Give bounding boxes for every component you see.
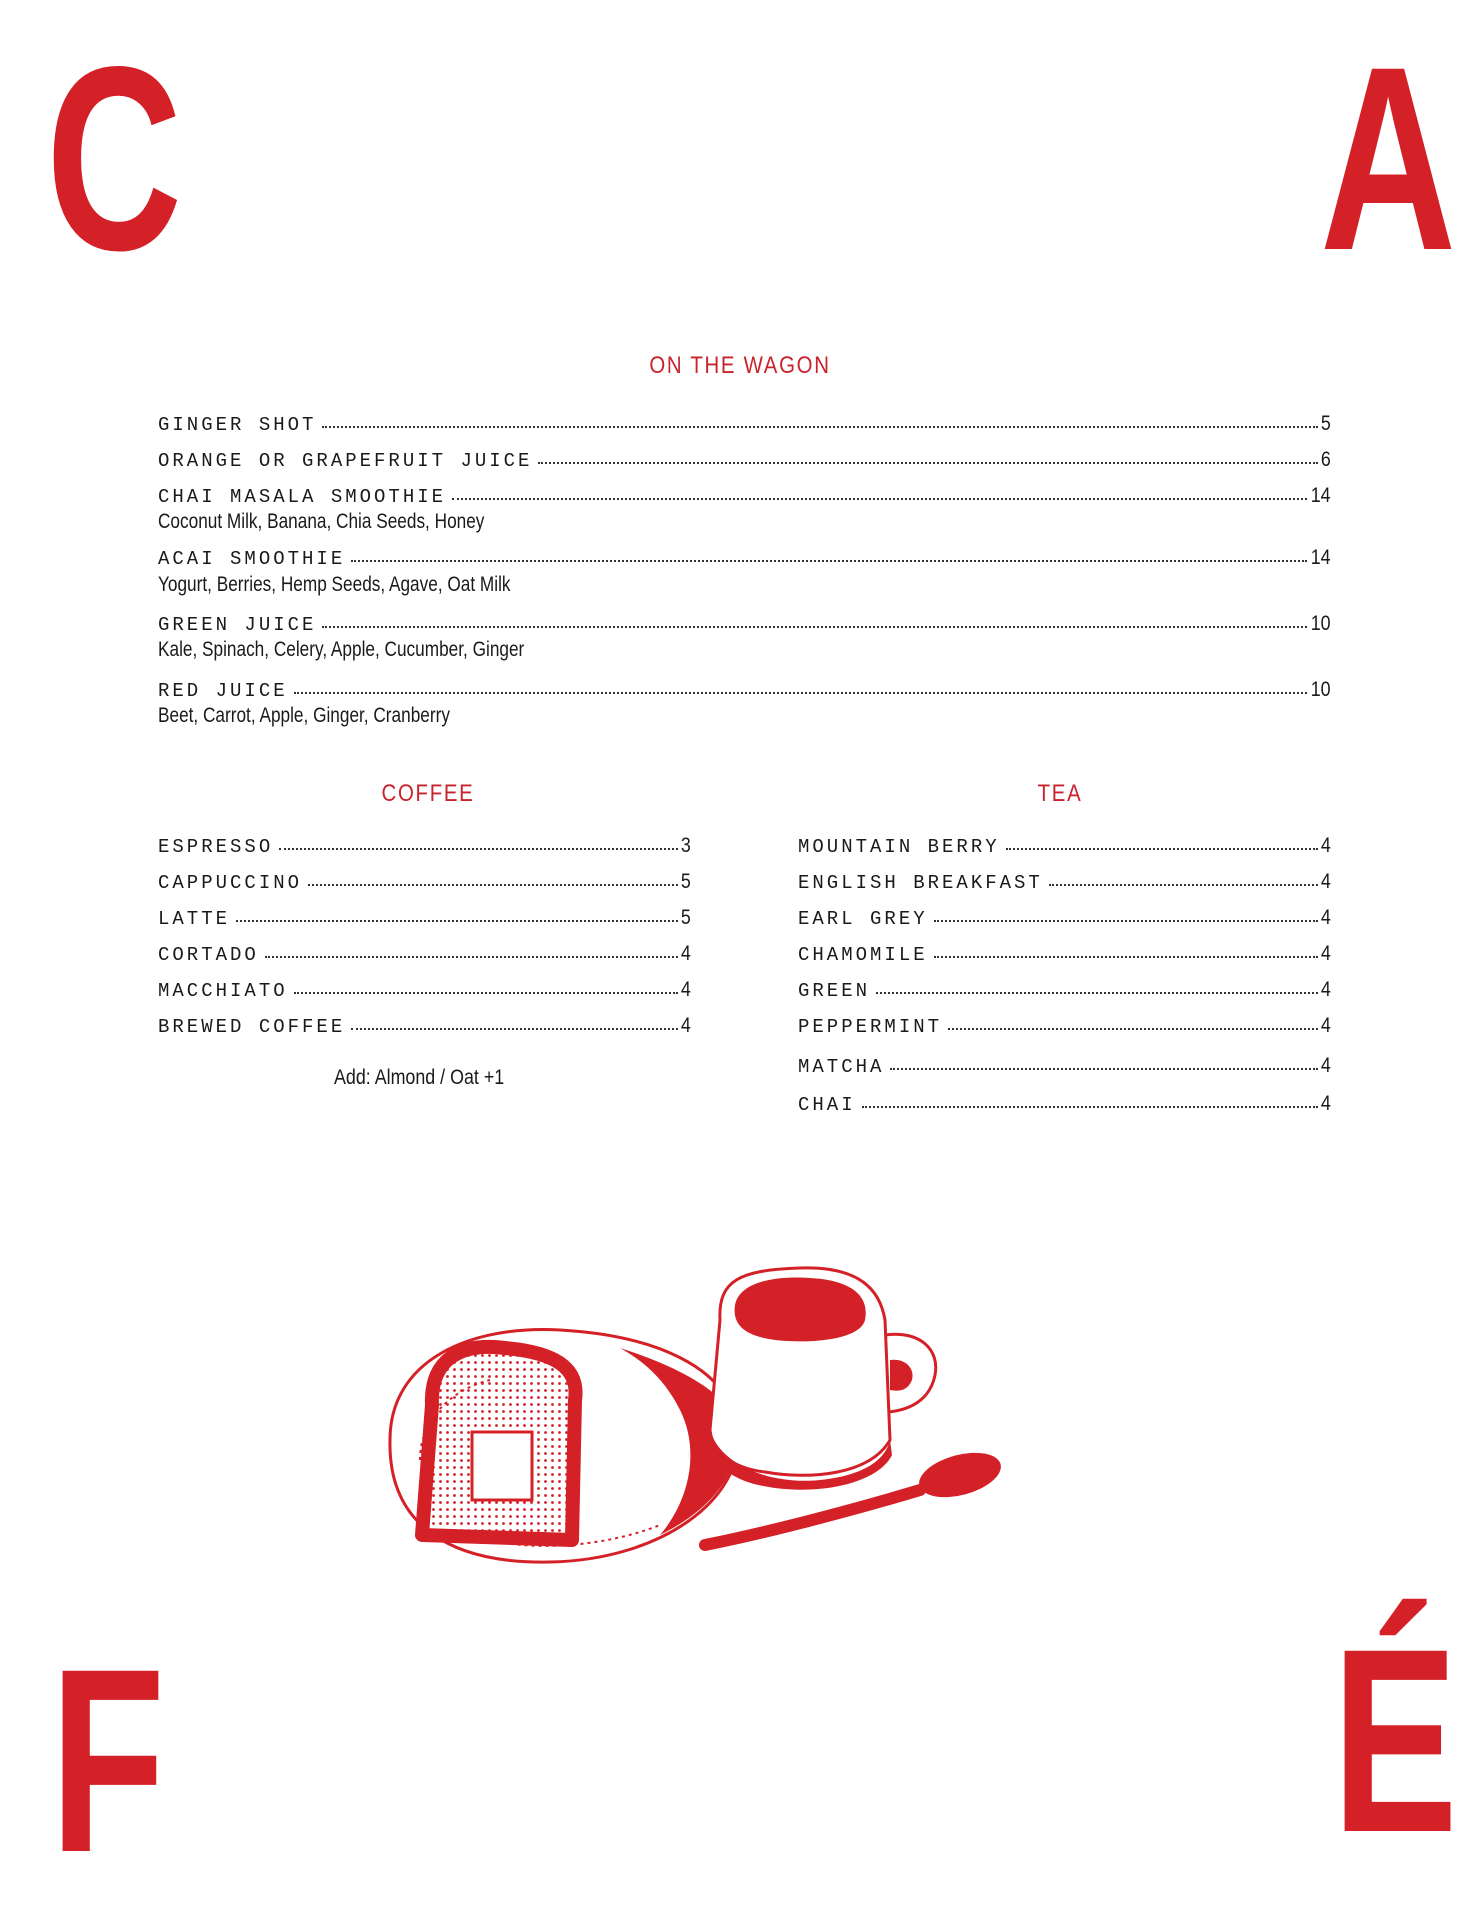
menu-item-mountain-berry — [798, 834, 1332, 860]
leader-dots — [934, 956, 1319, 958]
corner-letter-e-acute: É — [1332, 1594, 1458, 1887]
leader-dots — [265, 956, 678, 958]
item-price: 4 — [1321, 978, 1332, 1001]
leader-dots — [351, 1028, 678, 1030]
menu-item-cappuccino — [158, 870, 692, 896]
item-price: 4 — [1321, 834, 1332, 857]
item-name: CHAI MASALA SMOOTHIE — [158, 486, 447, 508]
leader-dots — [934, 920, 1319, 922]
item-price: 3 — [681, 834, 692, 857]
section-title-wagon: ON THE WAGON — [649, 352, 831, 379]
item-name: ENGLISH BREAKFAST — [798, 872, 1043, 894]
item-name: ACAI SMOOTHIE — [158, 548, 346, 570]
item-name: MACCHIATO — [158, 980, 288, 1002]
item-name: RED JUICE — [158, 680, 288, 702]
item-name: BREWED COFFEE — [158, 1016, 346, 1038]
item-name: MOUNTAIN BERRY — [798, 836, 1000, 858]
item-price: 4 — [681, 1014, 692, 1037]
item-name: CHAI — [798, 1094, 856, 1116]
item-price: 14 — [1310, 546, 1331, 569]
menu-item-earl-grey — [798, 906, 1332, 932]
menu-item-peppermint — [798, 1014, 1332, 1040]
milk-addon-note: Add: Almond / Oat +1 — [334, 1066, 505, 1089]
item-name: GREEN JUICE — [158, 614, 317, 636]
item-name: ORANGE OR GRAPEFRUIT JUICE — [158, 450, 533, 472]
menu-item-chai — [798, 1092, 1332, 1118]
corner-letter-a: A — [1320, 12, 1457, 305]
item-description: Beet, Carrot, Apple, Ginger, Cranberry — [158, 704, 450, 727]
item-price: 5 — [1321, 412, 1332, 435]
coffee-mug-icon — [710, 1268, 936, 1490]
item-name: CORTADO — [158, 944, 259, 966]
menu-item-ginger-shot — [158, 412, 1332, 438]
menu-item-acai-smoothie — [158, 546, 1332, 572]
item-price: 10 — [1310, 678, 1331, 701]
toast-and-coffee-illustration — [360, 1240, 1180, 1660]
item-price: 4 — [1321, 942, 1332, 965]
menu-item-orange-juice — [158, 448, 1332, 474]
menu-item-chai-masala-smoothie — [158, 484, 1332, 510]
item-name: GINGER SHOT — [158, 414, 317, 436]
item-name: MATCHA — [798, 1056, 885, 1078]
item-price: 6 — [1321, 448, 1332, 471]
menu-item-green-juice — [158, 612, 1332, 638]
menu-item-espresso — [158, 834, 692, 860]
menu-item-latte — [158, 906, 692, 932]
leader-dots — [948, 1028, 1318, 1030]
item-name: CAPPUCCINO — [158, 872, 303, 894]
item-name: GREEN — [798, 980, 871, 1002]
corner-letter-f: F — [50, 1614, 166, 1907]
item-price: 4 — [681, 978, 692, 1001]
leader-dots — [452, 498, 1307, 500]
leader-dots — [308, 884, 678, 886]
leader-dots — [538, 462, 1318, 464]
item-price: 4 — [1321, 906, 1332, 929]
leader-dots — [890, 1068, 1318, 1070]
item-price: 5 — [681, 870, 692, 893]
item-price: 5 — [681, 906, 692, 929]
leader-dots — [351, 560, 1306, 562]
leader-dots — [862, 1106, 1319, 1108]
leader-dots — [322, 626, 1306, 628]
leader-dots — [294, 992, 679, 994]
leader-dots — [876, 992, 1318, 994]
leader-dots — [322, 426, 1318, 428]
menu-item-cortado — [158, 942, 692, 968]
corner-letter-c: C — [46, 12, 183, 305]
item-name: LATTE — [158, 908, 231, 930]
leader-dots — [236, 920, 678, 922]
leader-dots — [279, 848, 678, 850]
leader-dots — [1049, 884, 1318, 886]
section-title-tea: TEA — [1037, 780, 1083, 807]
section-title-coffee: COFFEE — [381, 780, 475, 807]
item-name: PEPPERMINT — [798, 1016, 943, 1038]
item-name: ESPRESSO — [158, 836, 274, 858]
item-price: 4 — [681, 942, 692, 965]
leader-dots — [294, 692, 1307, 694]
item-name: CHAMOMILE — [798, 944, 928, 966]
item-name: EARL GREY — [798, 908, 928, 930]
menu-item-green — [798, 978, 1332, 1004]
menu-item-brewed-coffee — [158, 1014, 692, 1040]
toast-icon — [422, 1347, 576, 1540]
item-price: 4 — [1321, 1014, 1332, 1037]
menu-item-english-breakfast — [798, 870, 1332, 896]
item-description: Kale, Spinach, Celery, Apple, Cucumber, Ginger — [158, 638, 525, 661]
menu-item-red-juice — [158, 678, 1332, 704]
item-price: 10 — [1310, 612, 1331, 635]
item-price: 4 — [1321, 1092, 1332, 1115]
leader-dots — [1006, 848, 1319, 850]
menu-item-chamomile — [798, 942, 1332, 968]
menu-item-macchiato — [158, 978, 692, 1004]
item-description: Yogurt, Berries, Hemp Seeds, Agave, Oat Milk — [158, 573, 511, 596]
menu-item-matcha — [798, 1054, 1332, 1080]
item-description: Coconut Milk, Banana, Chia Seeds, Honey — [158, 510, 485, 533]
item-price: 14 — [1310, 484, 1331, 507]
item-price: 4 — [1321, 1054, 1332, 1077]
item-price: 4 — [1321, 870, 1332, 893]
